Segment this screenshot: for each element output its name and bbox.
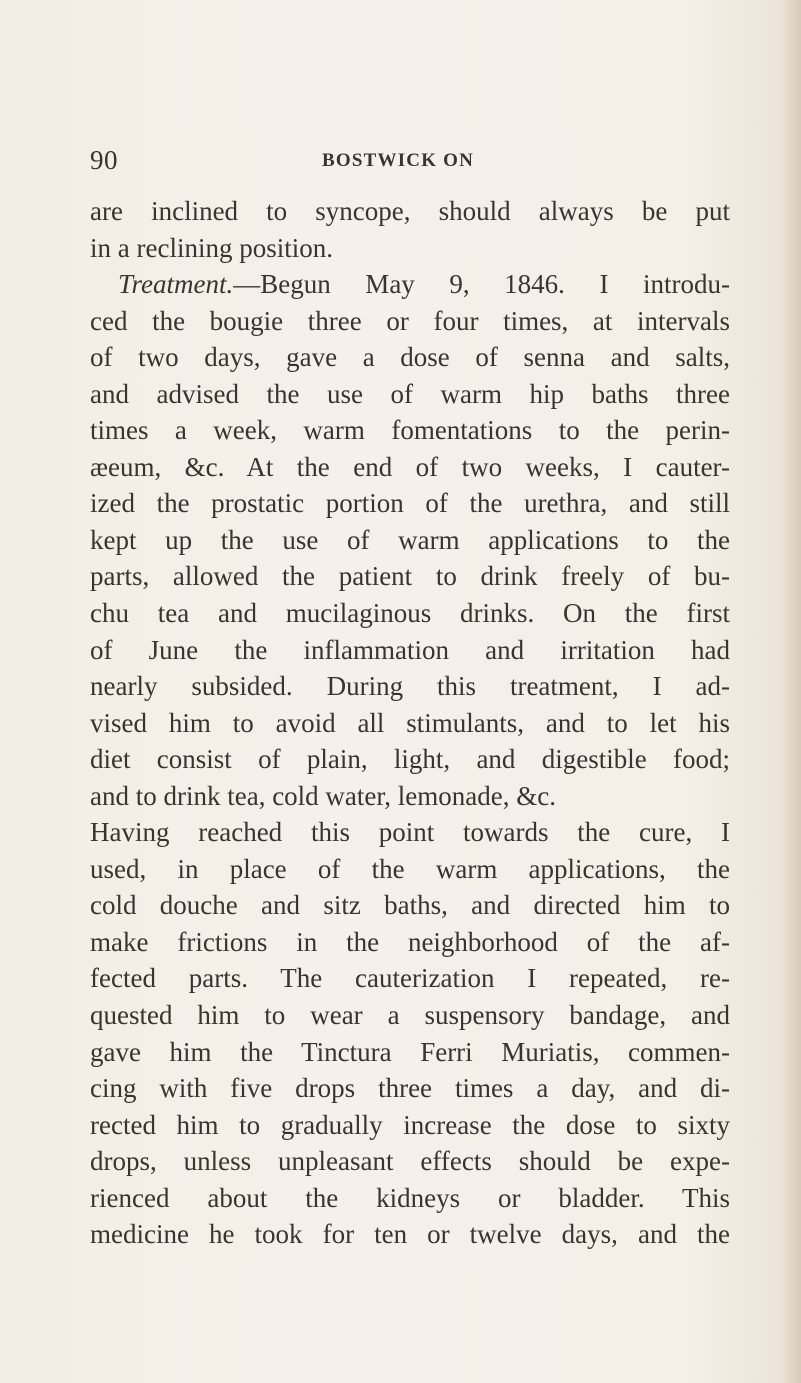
text-line: æeum, &c. At the end of two weeks, I cauter- <box>90 451 730 482</box>
text-line: of two days, gave a dose of senna and salts, <box>90 342 730 373</box>
text-line: gave him the Tinctura Ferri Muriatis, commen- <box>90 1036 730 1067</box>
text-line: ced the bougie three or four times, at intervals <box>90 305 730 336</box>
text-line: diet consist of plain, light, and digestible food; <box>90 744 730 775</box>
text-line: and advised the use of warm hip baths three <box>90 378 730 409</box>
text-line: Having reached this point towards the cure, I <box>90 817 730 848</box>
section-heading-treatment: Treatment. <box>118 269 234 300</box>
text-line <box>90 266 730 303</box>
text-line: parts, allowed the patient to drink freely of bu- <box>90 561 730 592</box>
text-line: drops, unless unpleasant effects should be expe- <box>90 1146 730 1177</box>
text-line: kept up the use of warm applications to the <box>90 524 730 555</box>
text-line: in a reclining position. <box>90 232 333 263</box>
text-line-rest: —Begun May 9, 1846. I introdu- <box>233 269 730 300</box>
text-line: cold douche and sitz baths, and directed him to <box>90 890 730 921</box>
text-line: rienced about the kidneys or bladder. This <box>90 1182 730 1213</box>
text-line: medicine he took for ten or twelve days, and the <box>90 1219 730 1250</box>
text-line: times a week, warm fomentations to the perin- <box>90 415 730 446</box>
page-number: 90 <box>90 145 118 175</box>
body-text <box>90 193 730 1253</box>
text-line: fected parts. The cauterization I repeated, re- <box>90 963 730 994</box>
text-line: are inclined to syncope, should always be put <box>90 196 730 226</box>
text-line: ized the prostatic portion of the urethra, and still <box>90 488 730 519</box>
page-header <box>90 145 730 175</box>
text-line: cing with five drops three times a day, and di- <box>90 1073 730 1104</box>
text-line: and to drink tea, cold water, lemonade, &c. <box>90 780 557 811</box>
text-line: make frictions in the neighborhood of the af- <box>90 926 730 957</box>
text-line: rected him to gradually increase the dose to sixty <box>90 1109 730 1140</box>
text-line: nearly subsided. During this treatment, I ad- <box>90 671 730 702</box>
text-line: of June the inflammation and irritation had <box>90 634 730 665</box>
text-line: quested him to wear a suspensory bandage, and <box>90 1000 730 1031</box>
page-edge-shadow <box>783 0 801 1383</box>
text-line: chu tea and mucilaginous drinks. On the first <box>90 598 730 629</box>
running-head: BOSTWICK ON <box>322 150 475 171</box>
text-line: used, in place of the warm applications, the <box>90 853 730 884</box>
text-line: vised him to avoid all stimulants, and to let his <box>90 707 730 738</box>
